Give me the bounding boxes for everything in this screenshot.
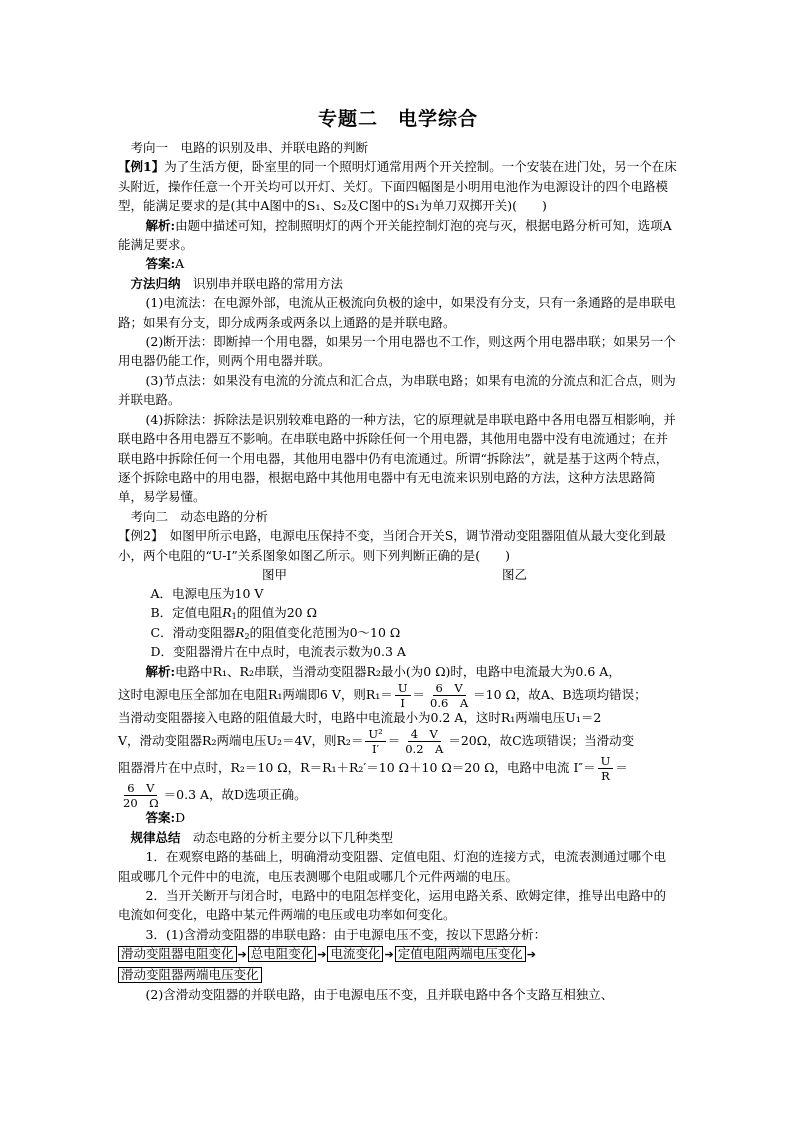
summary-item-4: (2)含滑动变阻器的并联电路，由于电源电压不变，且并联电路中各个支路互相独立、 xyxy=(145,987,614,1003)
analysis-line-2 xyxy=(118,681,678,708)
analysis-flowchart-cont xyxy=(118,965,678,985)
analysis-text: 由题中描述可知，控制照明灯的两个开关能控制灯泡的亮与灭，根据电路分析可知，选项A能满足要求。 xyxy=(118,217,672,253)
example-1-analysis xyxy=(118,216,678,255)
option-b-pre: B．定值电阻 xyxy=(150,605,223,621)
analysis-line-5 xyxy=(118,754,678,784)
fraction-numerator: 6 V xyxy=(124,781,157,796)
fraction-denominator: 0.2 A xyxy=(405,742,444,757)
summary-heading xyxy=(118,828,678,847)
analysis-line-1: 电路中R₁、R₂串联，当滑动变阻器R₂最小(为0 Ω)时，电路中电流最大为0.6 A， xyxy=(175,663,621,679)
page-title: 专题二 电学综合 xyxy=(317,108,478,130)
fraction-denominator: I′ xyxy=(371,742,380,757)
method-heading xyxy=(118,274,678,293)
flow-step-3: 电流变化 xyxy=(327,946,383,962)
analysis-line-2-mid: ＝ xyxy=(412,686,426,702)
analysis-line-4-post: ＝20Ω，故C选项错误；当滑动变 xyxy=(448,733,635,749)
right-arrow-icon: ➔ xyxy=(384,948,394,962)
answer-value-2: D xyxy=(175,810,186,826)
method-item-2: (2)断开法：即断掉一个用电器，如果另一个用电器也不工作，则这两个用电器串联；如果另一个用电器仍能工作，则两个用电器并联。 xyxy=(118,334,676,369)
method-item-1: (1)电流法：在电源外部，电流从正极流向负极的途中，如果没有分支，只有一条通路的是串联电路；如果有分支，即分成两条或两条以上通路的是并联电路。 xyxy=(118,295,676,330)
answer-value: A xyxy=(175,256,185,272)
flow-step-2: 总电阻变化 xyxy=(248,946,317,962)
option-a: A．电源电压为10 V xyxy=(150,585,264,601)
fraction-u2-over-i xyxy=(365,727,385,756)
fraction-denominator: 20 Ω xyxy=(123,796,159,811)
section-heading-2: 考向二 动态电路的分析 xyxy=(130,508,269,524)
analysis-label-2: 解析: xyxy=(145,663,176,679)
example-2-analysis xyxy=(118,662,678,681)
summary-item-1: 1．在观察电路的基础上，明确滑动变阻器、定值电阻、灯泡的连接方式，电流表测通过哪个电阻或哪几个元件中的电流，电压表测哪个电阻或哪几个元件两端的电压。 xyxy=(118,849,666,884)
right-arrow-icon: ➔ xyxy=(237,948,247,962)
analysis-line-5-text: 阻器滑片在中点时，R₂＝10 Ω，R＝R₁＋R₂′＝10 Ω＋10 Ω＝20 Ω，电路中电流 I″＝ xyxy=(118,760,596,776)
summary-title: 动态电路的分析主要分以下几种类型 xyxy=(193,829,394,845)
option-c: C．滑动变阻器$R_2$的阻值变化范围为0～10 Ω xyxy=(150,624,401,641)
section-heading-1: 考向一 电路的识别及串、并联电路的判断 xyxy=(130,140,369,155)
method-item-4: (4)拆除法：拆除法是识别较难电路的一种方法，它的原理就是串联电路中各用电器互相影响，并联电路中各用电器互不影响。在串联电路中拆除任何一个用电器，其他用电器中没有电流通过；在并联电路中拆除任何一个用电器，其他用电器中仍有电流通过。所谓“拆除法”，就是基于这两个特点，逐个拆除电路中的用电器，根据电路中其他用电器中有无电流来识别电路的方法，这种方法思路简单，易学易懂。 xyxy=(118,411,676,505)
fraction-6v-over-06a xyxy=(427,681,471,710)
example-2-text: 如图甲所示电路，电源电压保持不变，当闭合开关S，调节滑动变阻器阻值从最大变化到最小，两个电阻的“U-I”关系图象如图乙所示。则下列判断正确的是( ) xyxy=(118,528,666,563)
fraction-denominator: 0.6 A xyxy=(430,695,469,710)
fraction-numerator: U² xyxy=(365,727,385,742)
answer-label: 答案: xyxy=(145,256,176,272)
analysis-line-2-pre: 这时电源电压全部加在电阻R₁两端即6 V，则R₁＝ xyxy=(118,686,393,702)
analysis-line-6 xyxy=(118,781,678,811)
summary-item-2: 2．当开关断开与闭合时，电路中的电阻怎样变化，运用电路关系、欧姆定律，推导出电路中的电流如何变化，电路中某元件两端的电压或电功率如何变化。 xyxy=(118,888,666,923)
fraction-denominator: I xyxy=(400,695,405,710)
fraction-4v-over-02a xyxy=(402,727,446,756)
analysis-line-2-post: ＝10 Ω，故A、B选项均错误； xyxy=(473,686,647,702)
fraction-numerator: 4 V xyxy=(408,727,441,742)
example-1-label: 【例1】 xyxy=(118,159,165,175)
fraction-6v-over-20ohm xyxy=(120,781,162,810)
analysis-line-4 xyxy=(118,727,678,757)
flow-step-4: 定值电阻两端电压变化 xyxy=(395,946,526,962)
flow-step-1: 滑动变阻器电阻变化 xyxy=(118,946,237,962)
option-c-post: 的阻值变化范围为0～10 Ω xyxy=(249,624,401,640)
answer-label-2: 答案: xyxy=(145,810,176,826)
fraction-denominator: R xyxy=(601,769,610,784)
example-2-label: 【例2】 xyxy=(118,528,158,544)
right-arrow-icon: ➔ xyxy=(526,948,536,962)
example-2-answer xyxy=(118,808,678,827)
fraction-numerator: U xyxy=(395,681,411,696)
example-1-text: 为了生活方便，卧室里的同一个照明灯通常用两个开关控制。一个安装在进门处，另一个在床头附近，操作任意一个开关均可以开灯、关灯。下面四幅图是小明用电池作为电源设计的四个电路模型，能满足要求的是(其中A图中的S₁、S₂及C图中的S₁为单刀双掷开关)( ) xyxy=(118,159,677,214)
fraction-u-over-i xyxy=(395,681,411,710)
method-title: 识别串并联电路的常用方法 xyxy=(193,275,344,291)
option-c-pre: C．滑动变阻器 xyxy=(150,624,236,640)
flow-step-5: 滑动变阻器两端电压变化 xyxy=(118,967,262,983)
equals-sign: ＝ xyxy=(615,760,628,776)
example-1 xyxy=(118,157,678,215)
analysis-line-6-post: ＝0.3 A，故D选项正确。 xyxy=(163,787,307,803)
fraction-numerator: 6 V xyxy=(433,681,466,696)
analysis-label: 解析: xyxy=(145,217,176,233)
summary-item-3: 3．(1)含滑动变阻器的串联电路：由于电源电压不变，按以下思路分析： xyxy=(145,926,547,942)
analysis-line-4-pre: V，滑动变阻器R₂两端电压U₂＝4V，则R₂＝ xyxy=(118,733,364,749)
right-arrow-icon: ➔ xyxy=(317,948,327,962)
fraction-u-over-r xyxy=(598,754,614,783)
option-d: D．变阻器滑片在中点时，电流表示数为0.3 A xyxy=(150,644,406,660)
method-item-3: (3)节点法：如果没有电流的分流点和汇合点，为串联电路；如果有电流的分流点和汇合点，则为并联电路。 xyxy=(118,372,676,408)
analysis-line-3: 当滑动变阻器接入电路的阻值最大时，电路中电流最小为0.2 A，这时R₁两端电压U₁＝2 xyxy=(118,709,602,725)
figure-captions xyxy=(118,565,678,584)
example-2 xyxy=(118,526,678,565)
figure-b-caption: 图乙 xyxy=(502,566,528,582)
option-b: B．定值电阻$R_1$的阻值为20 Ω xyxy=(150,605,317,622)
fraction-numerator: U xyxy=(598,754,614,769)
method-label: 方法归纳 xyxy=(130,275,181,291)
example-1-answer xyxy=(118,254,678,273)
figure-a-caption: 图甲 xyxy=(262,566,288,582)
summary-label: 规律总结 xyxy=(130,829,181,845)
document-page xyxy=(118,104,678,1005)
equals-sign: ＝ xyxy=(387,733,401,749)
analysis-flowchart xyxy=(118,944,678,965)
option-b-post: 的阻值为20 Ω xyxy=(236,605,317,621)
